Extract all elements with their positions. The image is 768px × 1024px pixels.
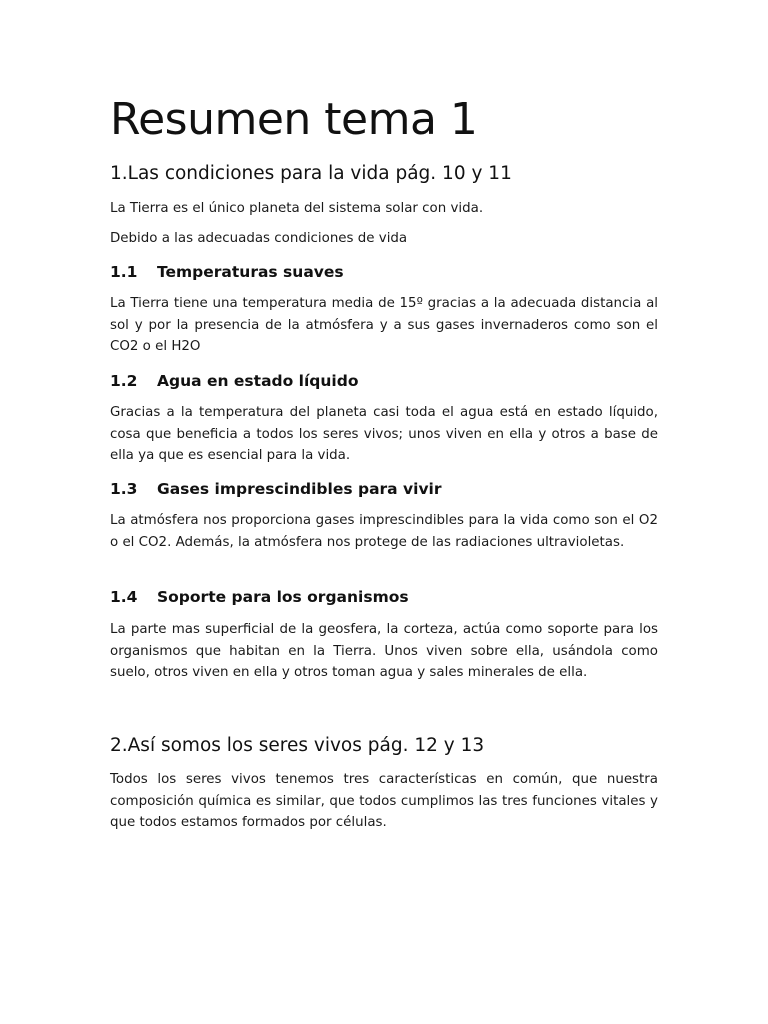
subsection-title: Gases imprescindibles para vivir xyxy=(157,480,442,498)
section-2-heading: 2.Así somos los seres vivos pág. 12 y 13 xyxy=(110,735,485,756)
subsection-1-4-heading xyxy=(110,586,409,608)
section-1-intro-1: La Tierra es el único planeta del sistema solar con vida. xyxy=(110,201,484,216)
subsection-title: Soporte para los organismos xyxy=(157,588,409,606)
subsection-1-2-text: Gracias a la temperatura del planeta casi toda el agua está en estado líquido, cosa que beneficia a todos los seres vivos; unos viven en ella y otros a base de ella ya que es esencial para la vida. xyxy=(110,405,658,463)
subsection-number: 1.1 xyxy=(110,263,138,281)
subsection-1-2-heading xyxy=(110,370,359,392)
subsection-number: 1.2 xyxy=(110,372,138,390)
subsection-1-1-heading xyxy=(110,261,344,283)
section-2-text: Todos los seres vivos tenemos tres características en común, que nuestra composición química es similar, que todos cumplimos las tres funciones vitales y que todos estamos formados por células. xyxy=(110,772,658,830)
subsection-1-1-text: La Tierra tiene una temperatura media de 15º gracias a la adecuada distancia al sol y por la presencia de la atmósfera y a sus gases invernaderos como son el CO2 o el H2O xyxy=(110,296,658,354)
subsection-number: 1.4 xyxy=(110,588,138,606)
subsection-title: Temperaturas suaves xyxy=(157,263,344,281)
document-title: Resumen tema 1 xyxy=(110,94,478,145)
subsection-1-4-text: La parte mas superficial de la geosfera, la corteza, actúa como soporte para los organismos que habitan en la Tierra. Unos viven sobre ella, usándola como suelo, otros viven en ella y otros toman agua y sales minerales de ella. xyxy=(110,622,658,680)
section-1-intro-2: Debido a las adecuadas condiciones de vida xyxy=(110,231,408,246)
subsection-1-3-heading xyxy=(110,478,442,500)
section-1-heading: 1.Las condiciones para la vida pág. 10 y 11 xyxy=(110,163,512,184)
subsection-number: 1.3 xyxy=(110,480,138,498)
subsection-title: Agua en estado líquido xyxy=(157,372,359,390)
subsection-1-3-text: La atmósfera nos proporciona gases imprescindibles para la vida como son el O2 o el CO2. Además, la atmósfera nos protege de las radiaciones ultravioletas. xyxy=(110,513,658,550)
